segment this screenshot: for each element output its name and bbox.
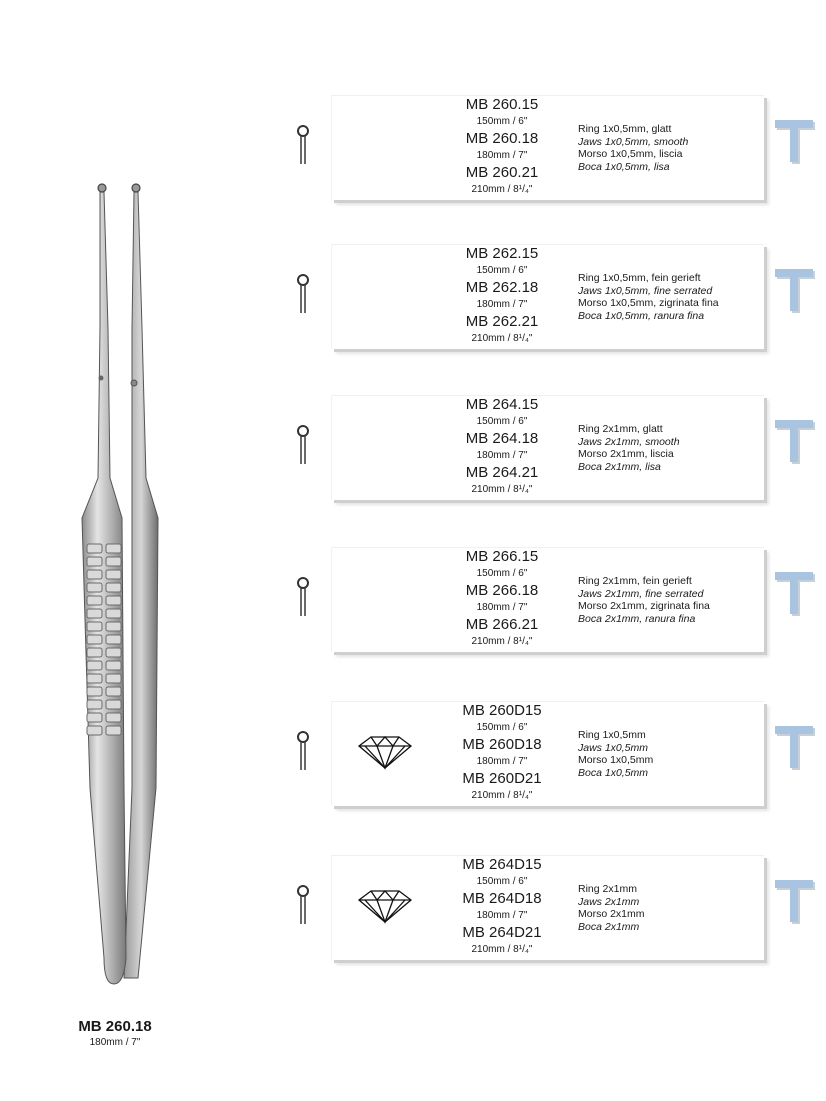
description-line: Morso 1x0,5mm xyxy=(578,754,654,766)
product-code: MB 266.21 xyxy=(465,616,539,633)
product-description xyxy=(578,883,645,933)
hero-size: 180mm / 7" xyxy=(89,1037,141,1048)
t-logo-icon xyxy=(772,117,816,165)
product-size: 210mm / 8¹/₄" xyxy=(471,484,533,495)
product-size: 210mm / 8¹/₄" xyxy=(471,944,533,955)
tip-icon-1 xyxy=(294,122,312,166)
grip-serration xyxy=(106,570,121,579)
product-codes xyxy=(427,702,577,804)
t-logo-icon xyxy=(772,569,816,617)
grip-serration xyxy=(87,661,102,670)
product-code: MB 264.15 xyxy=(465,396,539,413)
product-size: 150mm / 6" xyxy=(476,568,528,579)
grip-serration xyxy=(106,583,121,592)
t-logo-icon xyxy=(772,266,816,314)
diamond-icon xyxy=(357,734,413,770)
product-description xyxy=(578,123,688,173)
product-description xyxy=(578,729,653,779)
product-size: 150mm / 6" xyxy=(476,116,528,127)
product-codes xyxy=(427,96,577,198)
grip-serration xyxy=(87,544,102,553)
product-description xyxy=(578,423,680,473)
t-logo-icon xyxy=(772,877,816,925)
product-code: MB 260.15 xyxy=(465,96,539,113)
product-code: MB 260D15 xyxy=(462,702,542,719)
description-line: Morso 1x0,5mm, zigrinata fina xyxy=(578,297,719,309)
product-size: 210mm / 8¹/₄" xyxy=(471,184,533,195)
grip-serration xyxy=(106,726,121,735)
description-line: Boca 2x1mm, ranura fina xyxy=(578,612,696,625)
tip-icon-6 xyxy=(294,882,312,926)
product-size: 180mm / 7" xyxy=(476,150,528,161)
grip-serration xyxy=(87,622,102,631)
product-code: MB 266.18 xyxy=(465,582,539,599)
product-code: MB 260.18 xyxy=(465,130,539,147)
description-line: Ring 2x1mm, glatt xyxy=(578,423,663,435)
description-line: Jaws 2x1mm, smooth xyxy=(578,435,680,448)
product-size: 180mm / 7" xyxy=(476,602,528,613)
grip-serration xyxy=(87,635,102,644)
product-size: 180mm / 7" xyxy=(476,450,528,461)
hero-code: MB 260.18 xyxy=(78,1018,152,1035)
product-size: 210mm / 8¹/₄" xyxy=(471,790,533,801)
product-codes xyxy=(427,245,577,347)
description-line: Ring 2x1mm, fein gerieft xyxy=(578,575,692,587)
description-line: Boca 1x0,5mm, ranura fina xyxy=(578,309,705,322)
grip-serration xyxy=(87,557,102,566)
tip-icon-4 xyxy=(294,574,312,618)
description-line: Morso 2x1mm xyxy=(578,908,645,920)
grip-serration xyxy=(87,583,102,592)
product-panel-4 xyxy=(331,547,764,652)
product-code: MB 264D18 xyxy=(462,890,542,907)
description-line: Morso 2x1mm, liscia xyxy=(578,448,674,460)
product-code: MB 260D21 xyxy=(462,770,542,787)
product-code: MB 262.21 xyxy=(465,313,539,330)
product-size: 150mm / 6" xyxy=(476,416,528,427)
product-code: MB 260D18 xyxy=(462,736,542,753)
product-size: 150mm / 6" xyxy=(476,722,528,733)
product-codes xyxy=(427,396,577,498)
description-line: Boca 1x0,5mm, lisa xyxy=(578,160,670,173)
grip-serration xyxy=(106,687,121,696)
description-line: Jaws 2x1mm, fine serrated xyxy=(578,587,704,600)
grip-serration xyxy=(106,700,121,709)
product-size: 150mm / 6" xyxy=(476,876,528,887)
product-codes xyxy=(427,548,577,650)
grip-serration xyxy=(106,648,121,657)
description-line: Ring 1x0,5mm, glatt xyxy=(578,123,672,135)
grip-serration xyxy=(106,661,121,670)
description-line: Jaws 1x0,5mm, fine serrated xyxy=(578,284,713,297)
product-size: 180mm / 7" xyxy=(476,910,528,921)
description-line: Ring 1x0,5mm, fein gerieft xyxy=(578,272,701,284)
t-logo-icon xyxy=(772,723,816,771)
product-size: 180mm / 7" xyxy=(476,756,528,767)
product-code: MB 266.15 xyxy=(465,548,539,565)
grip-serration xyxy=(106,557,121,566)
grip-serration xyxy=(87,726,102,735)
description-line: Ring 1x0,5mm xyxy=(578,729,646,741)
product-panel-3 xyxy=(331,395,764,500)
description-line: Boca 2x1mm xyxy=(578,920,640,933)
grip-serration xyxy=(87,700,102,709)
product-size: 180mm / 7" xyxy=(476,299,528,310)
product-size: 210mm / 8¹/₄" xyxy=(471,333,533,344)
product-code: MB 264.18 xyxy=(465,430,539,447)
product-panel-1 xyxy=(331,95,764,200)
description-line: Morso 1x0,5mm, liscia xyxy=(578,148,683,160)
description-line: Jaws 1x0,5mm, smooth xyxy=(578,135,689,148)
product-code: MB 264D15 xyxy=(462,856,542,873)
grip-serration xyxy=(106,713,121,722)
grip-serration xyxy=(106,622,121,631)
description-line: Morso 2x1mm, zigrinata fina xyxy=(578,600,710,612)
description-line: Boca 2x1mm, lisa xyxy=(578,460,661,473)
description-line: Ring 2x1mm xyxy=(578,883,637,895)
product-description xyxy=(578,575,710,625)
grip-serration xyxy=(87,648,102,657)
diamond-icon xyxy=(357,888,413,924)
product-panel-2 xyxy=(331,244,764,349)
grip-serration xyxy=(87,674,102,683)
product-code: MB 262.15 xyxy=(465,245,539,262)
description-line: Jaws 1x0,5mm xyxy=(578,741,649,754)
grip-serration xyxy=(87,713,102,722)
product-code: MB 260.21 xyxy=(465,164,539,181)
product-code: MB 262.18 xyxy=(465,279,539,296)
tip-icon-5 xyxy=(294,728,312,772)
grip-serration xyxy=(106,609,121,618)
product-description xyxy=(578,272,719,322)
grip-serration xyxy=(87,570,102,579)
hero-caption xyxy=(40,1018,190,1050)
product-code: MB 264D21 xyxy=(462,924,542,941)
grip-serration xyxy=(87,609,102,618)
product-size: 210mm / 8¹/₄" xyxy=(471,636,533,647)
t-logo-icon xyxy=(772,417,816,465)
grip-serration xyxy=(87,687,102,696)
product-size: 150mm / 6" xyxy=(476,265,528,276)
grip-serration xyxy=(106,635,121,644)
forceps-illustration xyxy=(60,178,170,1018)
tip-icon-2 xyxy=(294,271,312,315)
grip-serration xyxy=(106,596,121,605)
product-codes xyxy=(427,856,577,958)
grip-serration xyxy=(106,674,121,683)
description-line: Jaws 2x1mm xyxy=(578,895,640,908)
grip-serration xyxy=(106,544,121,553)
description-line: Boca 1x0,5mm xyxy=(578,766,649,779)
grip-serration xyxy=(87,596,102,605)
product-code: MB 264.21 xyxy=(465,464,539,481)
tip-icon-3 xyxy=(294,422,312,466)
